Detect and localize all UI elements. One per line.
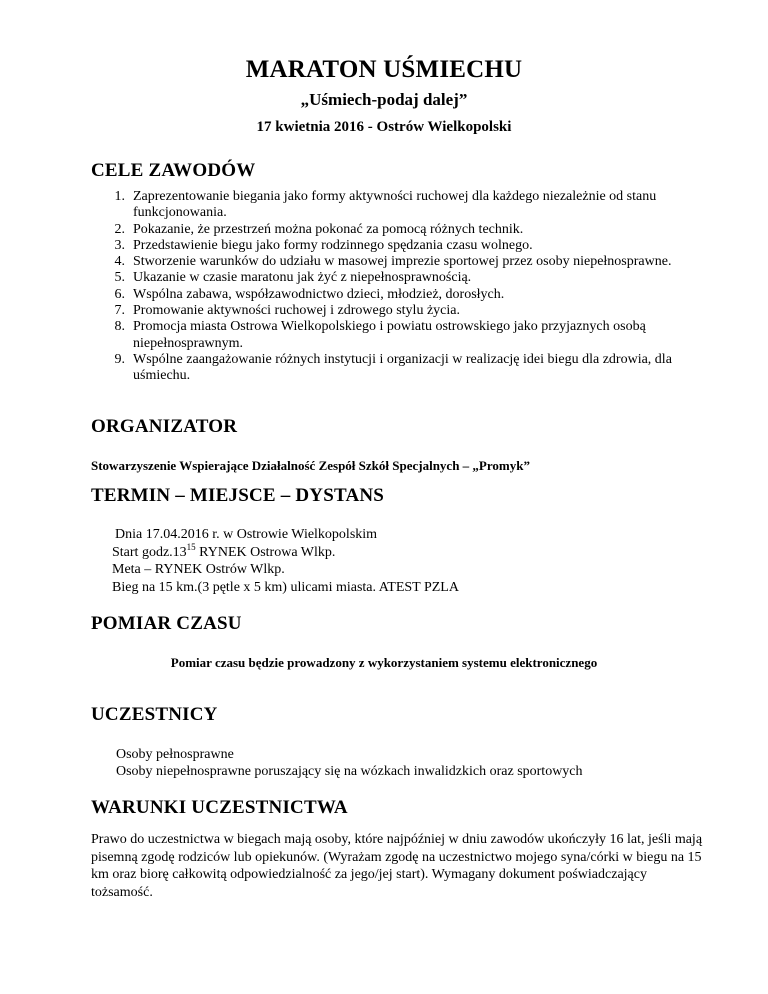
list-text: Zaprezentowanie biegania jako formy aktywności ruchowej dla każdego niezależnie od stanu funkcjonowania.	[133, 189, 657, 221]
list-text: Wspólna zabawa, współzawodnictwo dzieci, młodzież, dorosłych.	[133, 286, 505, 302]
list-item: Osoby niepełnosprawne poruszający się na wózkach inwalidzkich oraz sportowych	[116, 764, 583, 779]
goals-heading: CELE ZAWODÓW	[91, 160, 256, 181]
list-text: Stworzenie warunków do udziału w masowej imprezie sportowej przez osoby niepełnosprawne.	[133, 254, 672, 270]
list-item	[107, 303, 707, 319]
list-item: Osoby pełnosprawne	[116, 747, 234, 762]
list-item	[107, 270, 707, 286]
venue-start	[112, 541, 459, 562]
organizer-text: Stowarzyszenie Wspierające Działalność Zespół Szkół Specjalnych – „Promyk”	[91, 458, 530, 473]
timing-heading: POMIAR CZASU	[91, 613, 242, 634]
list-item	[107, 319, 707, 352]
list-number: 8.	[114, 319, 125, 335]
participants-list	[116, 746, 583, 780]
timing-text: Pomiar czasu będzie prowadzony z wykorzystaniem systemu elektronicznego	[170, 655, 598, 670]
conditions-heading: WARUNKI UCZESTNICTWA	[91, 797, 348, 818]
venue-distance: Bieg na 15 km.(3 pętle x 5 km) ulicami miasta. ATEST PZLA	[112, 579, 459, 595]
list-number: 9.	[114, 351, 125, 367]
list-item	[107, 222, 707, 238]
list-item	[107, 352, 707, 385]
venue-details	[112, 526, 459, 596]
list-number: 4.	[114, 254, 125, 270]
start-prefix: Start godz.13	[112, 544, 187, 560]
list-text: Promowanie aktywności ruchowej i zdrowego stylu życia.	[133, 303, 460, 319]
list-text: Przedstawienie biegu jako formy rodzinnego spędzania czasu wolnego.	[133, 237, 533, 253]
list-number: 3.	[114, 237, 125, 253]
list-item	[107, 238, 707, 254]
list-item	[107, 287, 707, 303]
conditions-text: Prawo do uczestnictwa w biegach mają osoby, które najpóźniej w dniu zawodów ukończyły 16 lat, jeśli mają pisemną zgodę rodziców lub opiekunów. (Wyrażam zgodę na uczestnictwo mojego syna/córki w biegu na 15 km oraz biorę całkowitą odpowiedzialność za jego/jej start). Wymagany dokument poświadczający tożsamość.	[91, 832, 703, 900]
list-number: 6.	[114, 286, 125, 302]
list-item	[107, 254, 707, 270]
list-text: Ukazanie w czasie maratonu jak żyć z niepełnosprawnością.	[133, 270, 472, 286]
list-text: Pokazanie, że przestrzeń można pokonać za pomocą różnych technik.	[133, 221, 524, 237]
page-subtitle: „Uśmiech-podaj dalej”	[300, 90, 468, 109]
venue-finish: Meta – RYNEK Ostrów Wlkp.	[112, 562, 285, 577]
start-minutes: 15	[186, 541, 196, 552]
list-number: 5.	[114, 270, 125, 286]
event-date-place: 17 kwietnia 2016 - Ostrów Wielkopolski	[256, 119, 512, 135]
list-number: 2.	[114, 221, 125, 237]
list-text: Wspólne zaangażowanie różnych instytucji i organizacji w realizację idei biegu dla zdrowia, dla uśmiechu.	[133, 351, 672, 384]
list-number: 7.	[114, 303, 125, 319]
start-location: RYNEK Ostrowa Wlkp.	[195, 544, 336, 560]
list-item	[107, 189, 707, 222]
participants-heading: UCZESTNICY	[91, 704, 218, 725]
list-text: Promocja miasta Ostrowa Wielkopolskiego i powiatu ostrowskiego jako przyjaznych osobą niepełnosprawnym.	[133, 319, 646, 351]
organizer-heading: ORGANIZATOR	[91, 416, 238, 437]
goals-list	[107, 189, 707, 385]
venue-heading: TERMIN – MIEJSCE – DYSTANS	[91, 485, 385, 506]
page-title: MARATON UŚMIECHU	[245, 56, 523, 83]
list-number: 1.	[114, 189, 125, 204]
venue-date: Dnia 17.04.2016 r. w Ostrowie Wielkopolskim	[115, 527, 378, 542]
